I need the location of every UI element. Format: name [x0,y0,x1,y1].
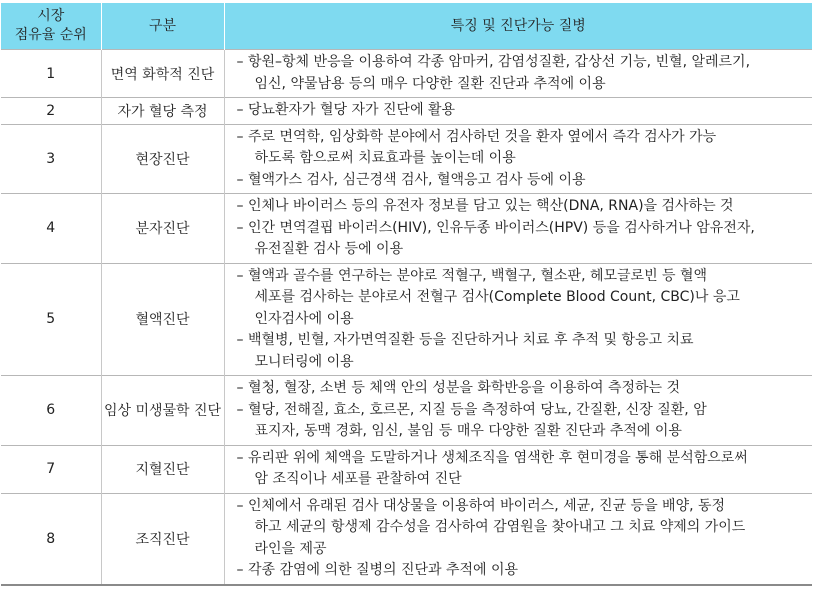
description-line: 모니터링에 이용 [254,353,354,370]
description-cell [224,263,812,376]
description-cell [224,445,812,493]
description-line: – 백혈병, 빈혈, 자가면역질환 등을 진단하거나 치료 후 추적 및 항응고 치료 [236,332,694,348]
description-line: 하도록 함으로써 치료효과를 높이는데 이용 [254,150,516,166]
description-line: – 혈액과 골수를 연구하는 분야로 적혈구, 백혈구, 혈소판, 헤모글로빈 등 혈액 [236,267,708,284]
description-cell [224,194,812,264]
table-row [1,124,812,194]
table-row [1,194,812,264]
header-rank-line: 점유율 순위 [14,27,87,43]
category-cell: 조직진단 [101,493,224,585]
category-cell: 면역 화학적 진단 [101,50,224,98]
header-rank-line: 시장 [37,8,65,24]
table-row [1,376,812,446]
description-line: – 혈액가스 검사, 심근경색 검사, 혈액응고 검사 등에 이용 [236,171,586,188]
header-description: 특징 및 진단가능 질병 [224,3,812,50]
description-line: – 각종 감염에 의한 질병의 진단과 추적에 이용 [236,562,519,578]
rank-cell: 1 [1,50,101,98]
description-line: 라인을 제공 [254,540,327,557]
category-cell: 자가 혈당 측정 [101,98,224,125]
description-line: 인자검사에 이용 [254,310,354,327]
description-line: – 혈당, 전해질, 효소, 호르몬, 지질 등을 측정하여 당뇨, 간질환, 신장 질환, 암 [236,401,707,418]
table-row [1,493,812,585]
description-line: 유전질환 검사 등에 이용 [254,241,404,257]
header-category: 구분 [101,3,224,50]
description-line: 암 조직이나 세포를 관찰하여 진단 [254,471,462,487]
rank-cell: 3 [1,124,101,194]
table-row [1,50,812,98]
description-cell [224,50,812,98]
description-cell [224,124,812,194]
rank-cell: 6 [1,376,101,446]
description-line: – 당뇨환자가 혈당 자가 진단에 활용 [236,102,456,118]
table-row [1,445,812,493]
rank-cell: 2 [1,98,101,125]
category-cell: 지혈진단 [101,445,224,493]
description-line: – 인체에서 유래된 검사 대상물을 이용하여 바이러스, 세균, 진균 등을 배양, 동정 [236,497,726,514]
table-row [1,98,812,125]
category-cell: 분자진단 [101,194,224,264]
rank-cell: 7 [1,445,101,493]
description-cell [224,98,812,125]
description-line: – 인체나 바이러스 등의 유전자 정보를 담고 있는 핵산(DNA, RNA)을 검사하는 것 [236,198,734,214]
rank-cell: 5 [1,263,101,376]
table-row [1,263,812,376]
rank-cell: 8 [1,493,101,585]
description-line: 하고 세균의 항생제 감수성을 검사하여 감염원을 찾아내고 그 치료 약제의 가이드 [254,519,746,535]
rank-cell: 4 [1,194,101,264]
description-line: 임신, 약물남용 등의 매우 다양한 질환 진단과 추적에 이용 [254,75,606,92]
description-line: – 주로 면역학, 임상화학 분야에서 검사하던 것을 환자 옆에서 즉각 검사가 가능 [236,128,717,145]
category-cell: 혈액진단 [101,263,224,376]
category-cell: 현장진단 [101,124,224,194]
description-line: – 항원–항체 반응을 이용하여 각종 암마커, 감염성질환, 갑상선 기능, 빈혈, 알레르기, [236,54,751,70]
description-line: – 유리판 위에 체액을 도말하거나 생체조직을 염색한 후 현미경을 통해 분석함으로써 [236,449,748,466]
header-row [1,3,812,50]
description-line: 표지자, 동맥 경화, 임신, 불임 등 매우 다양한 질환 진단과 추적에 이용 [254,423,682,439]
description-line: – 혈청, 혈장, 소변 등 체액 안의 성분을 화학반응을 이용하여 측정하는 것 [236,380,681,396]
header-rank [1,3,101,50]
description-line: 세포를 검사하는 분야로서 전혈구 검사(Complete Blood Count, CBC)나 응고 [254,289,740,305]
diagnosis-table [1,3,812,586]
description-cell [224,493,812,585]
description-cell [224,376,812,446]
category-cell: 임상 미생물학 진단 [101,376,224,446]
description-line: – 인간 면역결핍 바이러스(HIV), 인유두종 바이러스(HPV) 등을 검사하거나 암유전자, [236,219,755,236]
